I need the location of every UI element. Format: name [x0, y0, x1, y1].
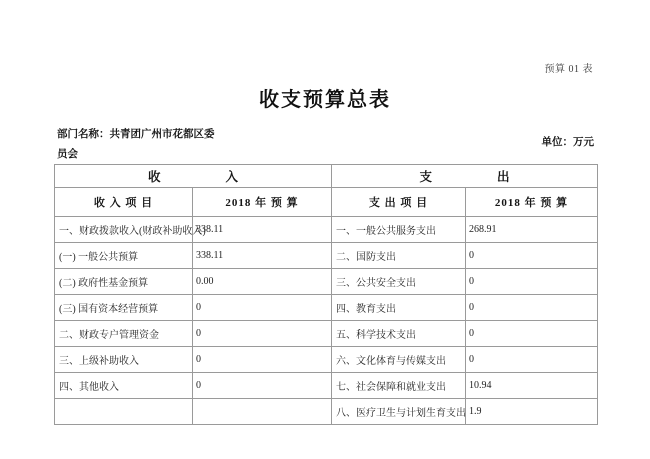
income-value-cell: 0 [193, 373, 332, 399]
expense-budget-column-header: 2018 年 预 算 [466, 188, 598, 217]
income-value-cell: 0 [193, 295, 332, 321]
table-row [55, 269, 598, 295]
expense-value-cell: 1.9 [466, 399, 598, 425]
income-value-cell: 0 [193, 321, 332, 347]
income-item-cell: (三) 国有资本经营预算 [55, 295, 193, 321]
expense-item-cell: 四、教育支出 [332, 295, 466, 321]
income-group-header: 收入 [55, 165, 332, 188]
income-budget-column-header: 2018 年 预 算 [193, 188, 332, 217]
expense-item-cell: 三、公共安全支出 [332, 269, 466, 295]
unit-label: 单位：万元 [541, 137, 594, 148]
table-row [55, 399, 598, 425]
expense-item-cell: 一、一般公共服务支出 [332, 217, 466, 243]
expense-item-cell: 七、社会保障和就业支出 [332, 373, 466, 399]
expense-value-cell: 0 [466, 295, 598, 321]
expense-value-cell: 0 [466, 269, 598, 295]
department-name-line1: 部门名称：共青团广州市花都区委 [57, 129, 215, 140]
expense-group-header: 支出 [332, 165, 598, 188]
income-item-cell: 三、上级补助收入 [55, 347, 193, 373]
income-value-cell: 338.11 [193, 243, 332, 269]
table-row [55, 295, 598, 321]
expense-value-cell: 268.91 [466, 217, 598, 243]
column-header-row [55, 188, 598, 217]
income-item-cell: (一) 一般公共预算 [55, 243, 193, 269]
table-row [55, 217, 598, 243]
expense-item-cell: 五、科学技术支出 [332, 321, 466, 347]
table-row [55, 243, 598, 269]
income-item-cell: 二、财政专户管理资金 [55, 321, 193, 347]
expense-value-cell: 0 [466, 243, 598, 269]
income-value-cell [193, 399, 332, 425]
expense-item-cell: 八、医疗卫生与计划生育支出 [332, 399, 466, 425]
table-row [55, 321, 598, 347]
budget-table [54, 164, 598, 425]
doc-tag: 预算 01 表 [544, 64, 593, 75]
expense-value-cell: 10.94 [466, 373, 598, 399]
income-item-cell: (二) 政府性基金预算 [55, 269, 193, 295]
income-item-cell: 四、其他收入 [55, 373, 193, 399]
table-row [55, 347, 598, 373]
income-item-cell [55, 399, 193, 425]
expense-value-cell: 0 [466, 347, 598, 373]
income-item-cell: 一、财政拨款收入(财政补助收入) [55, 217, 193, 243]
expense-item-column-header: 支 出 项 目 [332, 188, 466, 217]
page-title: 收支预算总表 [259, 89, 391, 111]
income-item-column-header: 收 入 项 目 [55, 188, 193, 217]
expense-item-cell: 二、国防支出 [332, 243, 466, 269]
expense-item-cell: 六、文化体育与传媒支出 [332, 347, 466, 373]
income-value-cell: 0.00 [193, 269, 332, 295]
department-name-line2: 员会 [57, 149, 78, 160]
table-row [55, 373, 598, 399]
income-value-cell: 338.11 [193, 217, 332, 243]
income-value-cell: 0 [193, 347, 332, 373]
expense-value-cell: 0 [466, 321, 598, 347]
department-name [57, 125, 215, 165]
group-header-row [55, 165, 598, 188]
